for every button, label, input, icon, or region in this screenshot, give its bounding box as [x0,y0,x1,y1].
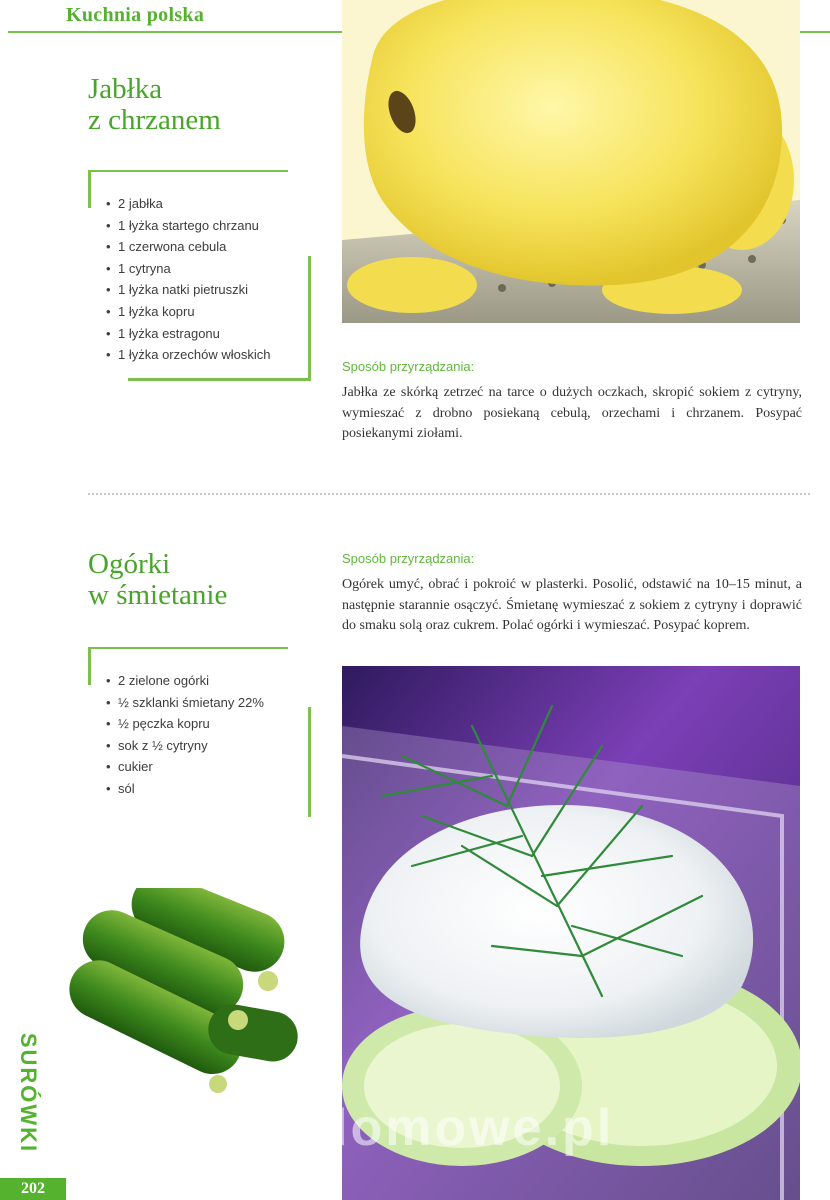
ingredient-item: • 1 łyżka estragonu [106,323,270,345]
bullet-dot-icon: • [106,780,111,796]
ingredients-frame-bottom [128,378,311,381]
ingredient-item: • sok z ½ cytryny [106,735,264,757]
ingredient-item: • sól [106,778,264,800]
recipe-1-ingredients-box [88,170,316,382]
recipe-1-title [88,74,221,136]
ingredient-item: • 1 czerwona cebula [106,236,270,258]
ingredients-frame-left [88,647,91,685]
recipe-2-ingredients-list [106,670,264,800]
section-side-label [14,1022,44,1172]
recipe-1-title-line-1: Jabłka [88,73,163,105]
ingredient-item: • 1 łyżka startego chrzanu [106,215,270,237]
bullet-dot-icon: • [106,347,111,363]
ingredient-item: • cukier [106,756,264,778]
ingredients-frame-left [88,170,91,208]
ingredient-item: • 2 zielone ogórki [106,670,264,692]
ingredient-item: • 1 łyżka kopru [106,301,270,323]
page-header-title: Kuchnia polska [66,4,205,26]
recipe-2-method-label: Sposób przyrządzania: [342,551,475,566]
bullet-dot-icon: • [106,260,111,276]
grated-apple-illustration [342,0,800,323]
bullet-dot-icon: • [106,716,111,732]
bullet-dot-icon: • [106,303,111,319]
page-number: 202 [0,1178,66,1200]
photo-grated-apple [342,0,800,323]
section-side-label-text: SURÓWKI [16,1032,41,1154]
bullet-dot-icon: • [106,673,111,688]
bullet-dot-icon: • [106,239,111,255]
ingredient-item: • 1 łyżka orzechów włoskich [106,344,270,366]
bullet-dot-icon: • [106,217,111,233]
bullet-dot-icon: • [106,282,111,298]
recipe-1-method-text: Jabłka ze skórką zetrzeć na tarce o dużych oczkach, skropić sokiem z cytryny, wymieszać z drobno posiekaną cebulą, orzechami i chrzanem. Posypać posiekanymi ziołami. [342,385,802,441]
cucumbers-illustration [58,888,308,1110]
ingredients-frame-top [88,647,288,649]
bullet-dot-icon: • [106,196,111,211]
bullet-dot-icon: • [106,759,111,775]
ingredients-frame-right [308,256,311,380]
ingredients-frame-right [308,707,311,817]
recipe-2-method-text: Ogórek umyć, obrać i pokroić w plasterki. Posolić, odstawić na 10–15 minut, a następnie starannie osączyć. Śmietanę wymieszać z sokiem z cytryny i doprawić do smaku solą oraz cukrem. Polać ogórki i wymieszać. Posypać koprem. [342,577,802,633]
recipe-1-title-line-2: z chrzanem [88,104,221,136]
recipe-2-title-line-1: Ogórki [88,548,171,580]
section-divider [88,493,810,495]
recipe-2-title [88,549,227,611]
bullet-dot-icon: • [106,694,111,710]
recipe-2-ingredients-box [88,647,316,819]
ingredient-item: • ½ pęczka kopru [106,713,264,735]
ingredient-item: • 2 jabłka [106,193,270,215]
bullet-dot-icon: • [106,737,111,753]
watermark-text: wedlinydomowe.pl [104,1099,615,1157]
bullet-dot-icon: • [106,325,111,341]
recipe-1-ingredients-list [106,193,270,366]
ingredient-item: • 1 cytryna [106,258,270,280]
ingredient-item: • 1 łyżka natki pietruszki [106,279,270,301]
recipe-2-title-line-2: w śmietanie [88,579,228,611]
cucumbers-image [58,888,308,1110]
ingredients-frame-top [88,170,288,172]
ingredient-item: • ½ szklanki śmietany 22% [106,692,264,714]
recipe-1-method-label: Sposób przyrządzania: [342,359,475,374]
